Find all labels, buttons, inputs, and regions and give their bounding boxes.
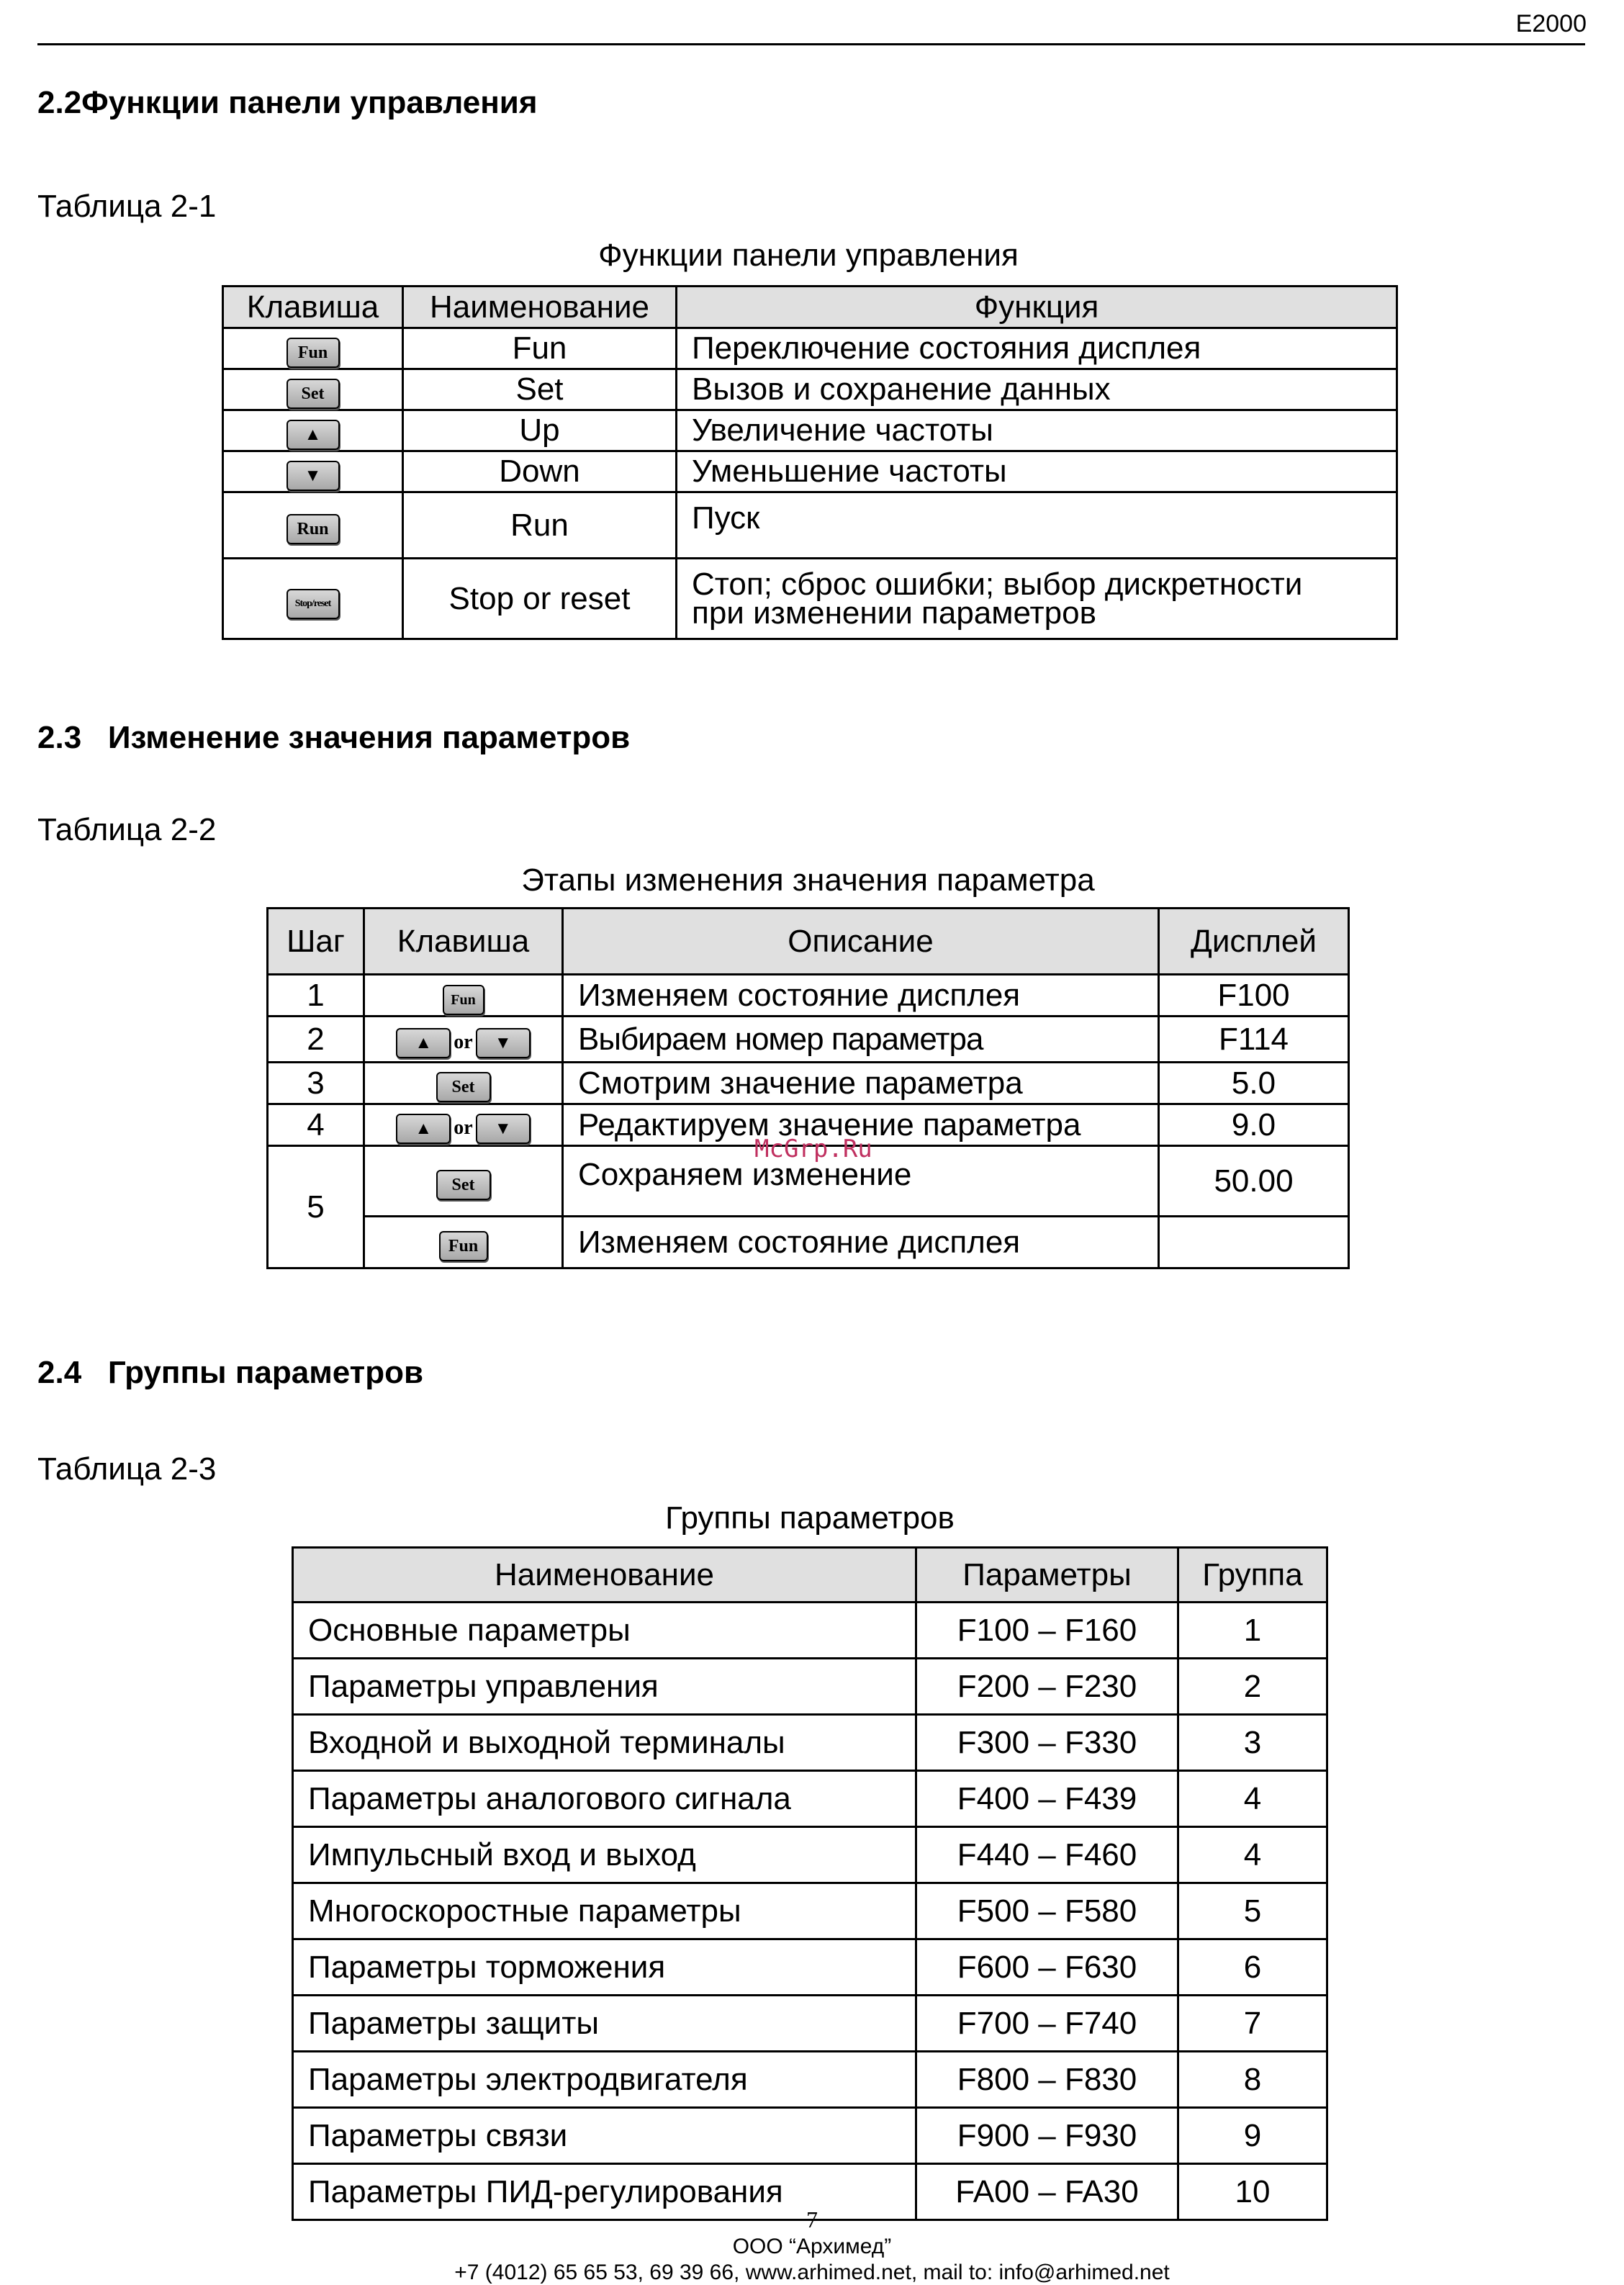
group-number: 1 xyxy=(1178,1603,1327,1659)
group-name: Параметры торможения xyxy=(293,1939,916,1996)
section-number: 2.3 xyxy=(37,720,82,755)
table-row xyxy=(223,451,1397,492)
column-header: Группа xyxy=(1178,1548,1327,1603)
display-value: 50.00 xyxy=(1159,1146,1349,1217)
param-range: F900 – F930 xyxy=(916,2108,1178,2164)
key-function xyxy=(677,559,1397,639)
table-caption: Функции панели управления xyxy=(598,238,1019,273)
up-arrow-key-icon: ▲ xyxy=(287,420,340,450)
table-header-row xyxy=(223,287,1397,328)
param-range: F700 – F740 xyxy=(916,1996,1178,2052)
table-caption: Этапы изменения значения параметра xyxy=(521,862,1095,898)
param-range: F800 – F830 xyxy=(916,2052,1178,2108)
group-number: 8 xyxy=(1178,2052,1327,2108)
section-title: Изменение значения параметров xyxy=(107,720,631,755)
key-name: Run xyxy=(403,492,677,559)
param-range: F100 – F160 xyxy=(916,1603,1178,1659)
group-number: 4 xyxy=(1178,1771,1327,1827)
step-description: Изменяем состояние дисплея xyxy=(563,1217,1159,1268)
group-number: 6 xyxy=(1178,1939,1327,1996)
table-row xyxy=(293,2108,1327,2164)
step-description: Редактируем значение параметра xyxy=(563,1104,1159,1146)
display-value: 5.0 xyxy=(1159,1063,1349,1104)
group-number: 10 xyxy=(1178,2164,1327,2220)
step-number: 3 xyxy=(268,1063,364,1104)
display-value: 9.0 xyxy=(1159,1104,1349,1146)
table-label: Таблица 2-1 xyxy=(37,189,217,224)
header-divider xyxy=(37,43,1585,45)
table-label: Таблица 2-2 xyxy=(37,812,217,847)
table-row xyxy=(223,492,1397,559)
watermark: McGrp.Ru xyxy=(754,1135,872,1163)
table-row xyxy=(293,1659,1327,1715)
group-name: Параметры защиты xyxy=(293,1996,916,2052)
table-row xyxy=(293,1603,1327,1659)
table-header-row xyxy=(293,1548,1327,1603)
stop-reset-key-icon: Stop/reset xyxy=(287,589,340,619)
column-header: Наименование xyxy=(403,287,677,328)
group-name: Импульсный вход и выход xyxy=(293,1827,916,1883)
column-header: Шаг xyxy=(268,909,364,975)
step-number: 4 xyxy=(268,1104,364,1146)
table-caption: Группы параметров xyxy=(665,1500,955,1536)
key-function: Переключение состояния дисплея xyxy=(677,328,1397,369)
down-arrow-key-icon: ▼ xyxy=(476,1028,531,1058)
section-number: 2.4 xyxy=(37,1355,82,1390)
or-word: or xyxy=(454,1117,473,1139)
section-2-4-heading xyxy=(37,1355,423,1391)
display-value xyxy=(1159,1217,1349,1268)
parameter-groups-table xyxy=(292,1546,1328,2221)
step-number: 2 xyxy=(268,1017,364,1063)
param-range: F300 – F330 xyxy=(916,1715,1178,1771)
table-row xyxy=(223,369,1397,410)
company-name: ООО “Архимед” xyxy=(732,2235,892,2258)
step-number: 1 xyxy=(268,975,364,1017)
key-name: Down xyxy=(403,451,677,492)
up-arrow-key-icon: ▲ xyxy=(396,1114,451,1144)
display-value: F114 xyxy=(1159,1017,1349,1063)
fun-key-icon: Fun xyxy=(443,985,484,1015)
run-key-icon: Run xyxy=(287,514,340,544)
section-2-2-heading xyxy=(37,85,538,121)
step-description: Смотрим значение параметра xyxy=(563,1063,1159,1104)
table-row xyxy=(268,1217,1349,1268)
column-header: Описание xyxy=(563,909,1159,975)
table-row xyxy=(293,2052,1327,2108)
table-row xyxy=(293,1771,1327,1827)
fun-key-icon: Fun xyxy=(287,338,340,368)
table-row xyxy=(293,1939,1327,1996)
group-name: Многоскоростные параметры xyxy=(293,1883,916,1939)
key-name: Fun xyxy=(403,328,677,369)
step-description: Сохраняем изменение xyxy=(563,1146,1159,1217)
param-range: F440 – F460 xyxy=(916,1827,1178,1883)
group-number: 4 xyxy=(1178,1827,1327,1883)
group-name: Параметры аналогового сигнала xyxy=(293,1771,916,1827)
contacts-line: +7 (4012) 65 65 53, 69 39 66, www.arhimed.net, mail to: info@arhimed.net xyxy=(454,2261,1170,2284)
set-key-icon: Set xyxy=(287,379,340,409)
down-arrow-key-icon: ▼ xyxy=(476,1114,531,1144)
param-range: FA00 – FA30 xyxy=(916,2164,1178,2220)
function-line: Стоп; сброс ошибки; выбор дискретности xyxy=(692,566,1303,602)
table-row xyxy=(293,1996,1327,2052)
group-name: Параметры связи xyxy=(293,2108,916,2164)
param-range: F200 – F230 xyxy=(916,1659,1178,1715)
set-key-icon: Set xyxy=(436,1072,491,1102)
group-name: Параметры электродвигателя xyxy=(293,2052,916,2108)
column-header: Функция xyxy=(677,287,1397,328)
table-row xyxy=(293,1883,1327,1939)
function-line: при изменении параметров xyxy=(692,595,1096,631)
section-number: 2.2 xyxy=(37,85,82,120)
column-header: Наименование xyxy=(293,1548,916,1603)
key-function: Уменьшение частоты xyxy=(677,451,1397,492)
section-title: Функции панели управления xyxy=(81,85,538,120)
group-name: Входной и выходной терминалы xyxy=(293,1715,916,1771)
param-range: F500 – F580 xyxy=(916,1883,1178,1939)
step-description: Изменяем состояние дисплея xyxy=(563,975,1159,1017)
document-code: E2000 xyxy=(1515,10,1587,37)
panel-functions-table xyxy=(222,285,1398,640)
group-name: Параметры ПИД-регулирования xyxy=(293,2164,916,2220)
table-header-row xyxy=(268,909,1349,975)
table-row xyxy=(268,975,1349,1017)
param-range: F400 – F439 xyxy=(916,1771,1178,1827)
group-number: 7 xyxy=(1178,1996,1327,2052)
key-name: Stop or reset xyxy=(403,559,677,639)
step-description: Выбираем номер параметра xyxy=(563,1017,1159,1063)
section-2-3-heading xyxy=(37,720,630,756)
parameter-change-steps-table xyxy=(266,907,1350,1269)
column-header: Клавиша xyxy=(364,909,563,975)
param-range: F600 – F630 xyxy=(916,1939,1178,1996)
down-arrow-key-icon: ▼ xyxy=(287,461,340,491)
group-name: Основные параметры xyxy=(293,1603,916,1659)
group-number: 9 xyxy=(1178,2108,1327,2164)
table-row xyxy=(293,1827,1327,1883)
table-row xyxy=(268,1017,1349,1063)
column-header: Параметры xyxy=(916,1548,1178,1603)
table-row xyxy=(223,559,1397,639)
group-number: 5 xyxy=(1178,1883,1327,1939)
key-name: Set xyxy=(403,369,677,410)
key-function: Увеличение частоты xyxy=(677,410,1397,451)
or-word: or xyxy=(454,1031,473,1053)
group-number: 2 xyxy=(1178,1659,1327,1715)
group-number: 3 xyxy=(1178,1715,1327,1771)
table-row xyxy=(268,1063,1349,1104)
up-arrow-key-icon: ▲ xyxy=(396,1028,451,1058)
key-name: Up xyxy=(403,410,677,451)
page-number: 7 xyxy=(806,2207,818,2232)
table-label: Таблица 2-3 xyxy=(37,1451,217,1487)
column-header: Клавиша xyxy=(223,287,403,328)
step-number: 5 xyxy=(268,1146,364,1268)
set-key-icon: Set xyxy=(436,1170,491,1200)
column-header: Дисплей xyxy=(1159,909,1349,975)
table-row xyxy=(223,328,1397,369)
fun-key-icon: Fun xyxy=(439,1231,488,1261)
table-row xyxy=(223,410,1397,451)
section-title: Группы параметров xyxy=(107,1355,424,1390)
display-value: F100 xyxy=(1159,975,1349,1017)
group-name: Параметры управления xyxy=(293,1659,916,1715)
key-function: Вызов и сохранение данных xyxy=(677,369,1397,410)
key-function: Пуск xyxy=(677,492,1397,559)
table-row xyxy=(293,1715,1327,1771)
